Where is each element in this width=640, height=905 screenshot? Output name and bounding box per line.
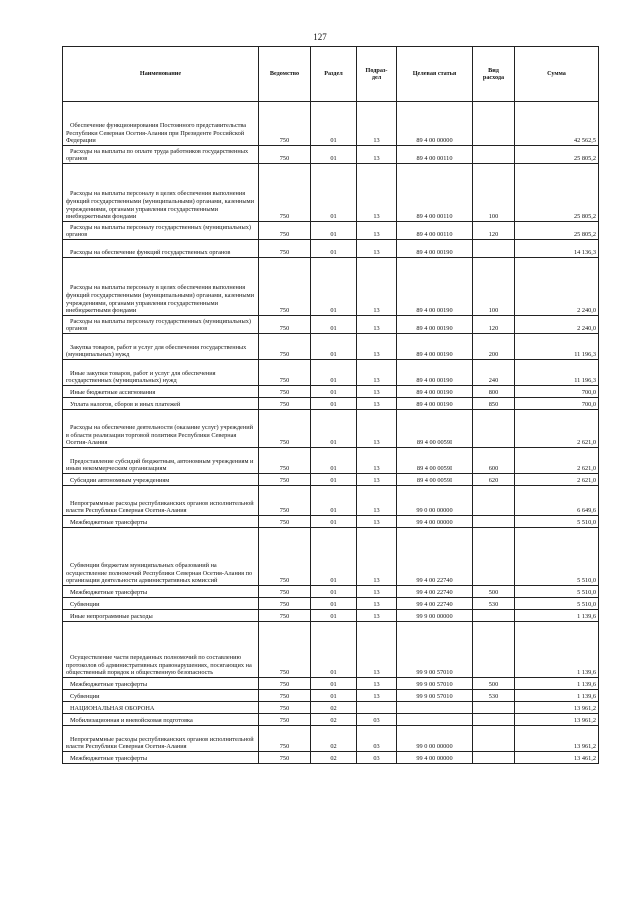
row-target: 99 4 00 22740: [397, 528, 473, 586]
table-row: [63, 258, 599, 316]
row-section: 02: [311, 752, 357, 764]
row-target: 99 4 00 00000: [397, 516, 473, 528]
row-amount: 2 240,0: [515, 258, 599, 316]
row-department: 750: [259, 222, 311, 240]
table-row: [63, 622, 599, 678]
row-subsection: 13: [357, 222, 397, 240]
row-subsection: [357, 702, 397, 714]
row-expense-type: 800: [473, 386, 515, 398]
row-expense-type: 100: [473, 258, 515, 316]
row-target: 89 4 00 00190: [397, 334, 473, 360]
row-target: 99 9 00 00000: [397, 610, 473, 622]
row-name: Субвенции: [63, 598, 259, 610]
row-target: [397, 714, 473, 726]
row-target: [397, 702, 473, 714]
row-department: 750: [259, 486, 311, 516]
row-section: 01: [311, 410, 357, 448]
row-name: Субвенции бюджетам муниципальных образований на осуществление полномочий Республики Северная Осетия-Алания по организации деятельности административных комиссий: [63, 528, 259, 586]
row-target: 99 9 00 57010: [397, 678, 473, 690]
row-subsection: 13: [357, 610, 397, 622]
row-target: 89 4 00 00110: [397, 146, 473, 164]
row-expense-type: 600: [473, 448, 515, 474]
row-subsection: 13: [357, 486, 397, 516]
row-subsection: 13: [357, 586, 397, 598]
row-subsection: 13: [357, 334, 397, 360]
row-expense-type: [473, 146, 515, 164]
table-row: [63, 610, 599, 622]
row-subsection: 13: [357, 598, 397, 610]
row-department: 750: [259, 474, 311, 486]
budget-table: [62, 46, 599, 764]
table-row: [63, 360, 599, 386]
row-subsection: 13: [357, 316, 397, 334]
row-subsection: 13: [357, 690, 397, 702]
row-target: 89 4 00 0059I: [397, 474, 473, 486]
table-row: [63, 690, 599, 702]
page-number: 127: [313, 32, 327, 42]
row-department: 750: [259, 102, 311, 146]
table-row: [63, 334, 599, 360]
row-name: Межбюджетные трансферты: [63, 752, 259, 764]
row-amount: 13 961,2: [515, 726, 599, 752]
row-expense-type: 120: [473, 316, 515, 334]
row-expense-type: 500: [473, 678, 515, 690]
row-name: Иные непрограммные расходы: [63, 610, 259, 622]
table-row: [63, 448, 599, 474]
row-target: 89 4 00 00190: [397, 258, 473, 316]
table-row: [63, 164, 599, 222]
row-section: 01: [311, 516, 357, 528]
row-expense-type: [473, 752, 515, 764]
row-subsection: 13: [357, 678, 397, 690]
row-department: 750: [259, 528, 311, 586]
row-subsection: 03: [357, 726, 397, 752]
row-subsection: 13: [357, 240, 397, 258]
table-row: [63, 240, 599, 258]
row-amount: 2 621,0: [515, 448, 599, 474]
row-amount: 2 240,0: [515, 316, 599, 334]
table-row: [63, 752, 599, 764]
row-name: Расходы на выплаты персоналу в целях обеспечения выполнения функций государственными (муниципальными) органами, казенными учреждениями, органами управления государственными внебюджетными фондами: [63, 258, 259, 316]
row-amount: 2 621,0: [515, 474, 599, 486]
table-row: [63, 678, 599, 690]
row-amount: 25 805,2: [515, 164, 599, 222]
row-section: 01: [311, 598, 357, 610]
row-target: 99 4 00 00000: [397, 752, 473, 764]
table-row: [63, 702, 599, 714]
row-name: Расходы на выплаты персоналу государственных (муниципальных) органов: [63, 222, 259, 240]
row-department: 750: [259, 690, 311, 702]
row-department: 750: [259, 334, 311, 360]
table-row: [63, 486, 599, 516]
row-expense-type: [473, 240, 515, 258]
row-target: 89 4 00 00190: [397, 240, 473, 258]
row-section: 01: [311, 528, 357, 586]
row-section: 01: [311, 610, 357, 622]
row-department: 750: [259, 586, 311, 598]
header-department: Ведомство: [259, 47, 311, 102]
row-name: Расходы на обеспечение функций государственных органов: [63, 240, 259, 258]
row-name: НАЦИОНАЛЬНАЯ ОБОРОНА: [63, 702, 259, 714]
row-subsection: 13: [357, 386, 397, 398]
table-row: [63, 474, 599, 486]
row-name: Непрограммные расходы республиканских органов исполнительной власти Республики Северная Осетия-Алания: [63, 486, 259, 516]
row-department: 750: [259, 714, 311, 726]
row-target: 99 9 00 57010: [397, 622, 473, 678]
row-amount: 700,0: [515, 398, 599, 410]
row-section: 01: [311, 102, 357, 146]
row-target: 99 9 00 57010: [397, 690, 473, 702]
row-department: 750: [259, 598, 311, 610]
table-row: [63, 528, 599, 586]
row-expense-type: [473, 486, 515, 516]
row-amount: 13 961,2: [515, 702, 599, 714]
row-department: 750: [259, 702, 311, 714]
row-subsection: 13: [357, 102, 397, 146]
row-subsection: 13: [357, 258, 397, 316]
row-amount: 11 196,3: [515, 334, 599, 360]
row-target: 99 4 00 22740: [397, 598, 473, 610]
row-department: 750: [259, 516, 311, 528]
row-name: Расходы на выплаты персоналу в целях обеспечения выполнения функций государственными (муниципальными) органами, казенными учреждениями, органами управления государственными внебюджетными фондами: [63, 164, 259, 222]
row-name: Расходы на выплаты персоналу государственных (муниципальных) органов: [63, 316, 259, 334]
row-name: Закупка товаров, работ и услуг для обеспечения государственных (муниципальных) нужд: [63, 334, 259, 360]
table-row: [63, 714, 599, 726]
row-name: Осуществление части переданных полномочий по составлению протоколов об административных правонарушениях, посягающих на общественный порядок и общественную безопасность: [63, 622, 259, 678]
header-target: Целевая статья: [397, 47, 473, 102]
row-name: Уплата налогов, сборов и иных платежей: [63, 398, 259, 410]
row-amount: 1 139,6: [515, 622, 599, 678]
row-section: 01: [311, 316, 357, 334]
row-section: 01: [311, 678, 357, 690]
row-expense-type: [473, 622, 515, 678]
table-row: [63, 386, 599, 398]
row-target: 89 4 00 00000: [397, 102, 473, 146]
row-name: Субсидии автономным учреждениям: [63, 474, 259, 486]
row-department: 750: [259, 410, 311, 448]
row-expense-type: [473, 410, 515, 448]
row-expense-type: 100: [473, 164, 515, 222]
row-target: 89 4 00 00190: [397, 316, 473, 334]
row-section: 01: [311, 360, 357, 386]
row-department: 750: [259, 398, 311, 410]
row-amount: 2 621,0: [515, 410, 599, 448]
row-amount: 25 805,2: [515, 222, 599, 240]
row-name: Обеспечение функционирования Постоянного представительства Республики Северная Осетия-Алания при Президенте Российской Федерации: [63, 102, 259, 146]
row-section: 01: [311, 386, 357, 398]
row-subsection: 13: [357, 360, 397, 386]
row-expense-type: [473, 102, 515, 146]
row-section: 02: [311, 702, 357, 714]
row-expense-type: [473, 528, 515, 586]
row-amount: 11 196,3: [515, 360, 599, 386]
table-row: [63, 102, 599, 146]
row-amount: 13 961,2: [515, 714, 599, 726]
table-row: [63, 398, 599, 410]
row-name: Межбюджетные трансферты: [63, 678, 259, 690]
row-section: 01: [311, 586, 357, 598]
row-amount: 700,0: [515, 386, 599, 398]
table-row: [63, 146, 599, 164]
row-section: 01: [311, 146, 357, 164]
row-department: 750: [259, 258, 311, 316]
row-amount: 6 649,6: [515, 486, 599, 516]
row-expense-type: 850: [473, 398, 515, 410]
row-department: 750: [259, 622, 311, 678]
header-amount: Сумма: [515, 47, 599, 102]
row-section: 01: [311, 240, 357, 258]
row-expense-type: 530: [473, 690, 515, 702]
row-name: Расходы на обеспечение деятельности (оказание услуг) учреждений в области реализации торговой политики Республики Северная Осетия-Алания: [63, 410, 259, 448]
row-department: 750: [259, 752, 311, 764]
row-name: Субвенции: [63, 690, 259, 702]
table-row: [63, 516, 599, 528]
row-name: Непрограммные расходы республиканских органов исполнительной власти Республики Северная Осетия-Алания: [63, 726, 259, 752]
row-amount: 42 562,5: [515, 102, 599, 146]
header-section: Раздел: [311, 47, 357, 102]
table-row: [63, 598, 599, 610]
row-name: Расходы на выплаты по оплате труда работников государственных органов: [63, 146, 259, 164]
row-section: 01: [311, 334, 357, 360]
row-amount: 5 510,0: [515, 598, 599, 610]
row-expense-type: 620: [473, 474, 515, 486]
row-expense-type: 240: [473, 360, 515, 386]
row-subsection: 03: [357, 752, 397, 764]
row-department: 750: [259, 146, 311, 164]
row-department: 750: [259, 240, 311, 258]
row-section: 01: [311, 486, 357, 516]
row-subsection: 13: [357, 146, 397, 164]
row-amount: 1 139,6: [515, 610, 599, 622]
row-target: 89 4 00 0059I: [397, 410, 473, 448]
row-expense-type: 500: [473, 586, 515, 598]
row-department: 750: [259, 610, 311, 622]
row-section: 01: [311, 690, 357, 702]
row-section: 01: [311, 448, 357, 474]
row-expense-type: [473, 516, 515, 528]
row-amount: 25 805,2: [515, 146, 599, 164]
row-target: 89 4 00 0059I: [397, 448, 473, 474]
row-expense-type: [473, 702, 515, 714]
row-subsection: 13: [357, 622, 397, 678]
row-section: 02: [311, 714, 357, 726]
row-name: Межбюджетные трансферты: [63, 516, 259, 528]
row-section: 02: [311, 726, 357, 752]
header-name: Наименование: [63, 47, 259, 102]
row-amount: 5 510,0: [515, 528, 599, 586]
row-amount: 14 136,3: [515, 240, 599, 258]
row-section: 01: [311, 258, 357, 316]
row-department: 750: [259, 386, 311, 398]
row-department: 750: [259, 360, 311, 386]
row-name: Мобилизационная и вневойсковая подготовка: [63, 714, 259, 726]
table-row: [63, 410, 599, 448]
row-expense-type: [473, 610, 515, 622]
table-row: [63, 726, 599, 752]
table-row: [63, 222, 599, 240]
row-target: 99 0 00 00000: [397, 486, 473, 516]
row-target: 89 4 00 00190: [397, 360, 473, 386]
row-target: 89 4 00 00110: [397, 164, 473, 222]
row-expense-type: [473, 726, 515, 752]
header-subsection: Подраз- дел: [357, 47, 397, 102]
row-department: 750: [259, 726, 311, 752]
row-expense-type: 120: [473, 222, 515, 240]
row-expense-type: 530: [473, 598, 515, 610]
row-subsection: 03: [357, 714, 397, 726]
row-amount: 1 139,6: [515, 690, 599, 702]
row-subsection: 13: [357, 164, 397, 222]
table-row: [63, 586, 599, 598]
row-target: 89 4 00 00190: [397, 386, 473, 398]
row-department: 750: [259, 316, 311, 334]
row-amount: 13 461,2: [515, 752, 599, 764]
row-section: 01: [311, 398, 357, 410]
row-section: 01: [311, 474, 357, 486]
row-name: Иные бюджетные ассигнования: [63, 386, 259, 398]
table-header-row: [63, 47, 599, 102]
row-expense-type: 200: [473, 334, 515, 360]
row-subsection: 13: [357, 448, 397, 474]
row-subsection: 13: [357, 398, 397, 410]
row-section: 01: [311, 622, 357, 678]
table-row: [63, 316, 599, 334]
row-amount: 5 510,0: [515, 586, 599, 598]
row-name: Иные закупки товаров, работ и услуг для обеспечения государственных (муниципальных) нужд: [63, 360, 259, 386]
row-target: 99 4 00 22740: [397, 586, 473, 598]
row-section: 01: [311, 164, 357, 222]
row-target: 89 4 00 00190: [397, 398, 473, 410]
row-amount: 5 510,0: [515, 516, 599, 528]
row-subsection: 13: [357, 516, 397, 528]
row-expense-type: [473, 714, 515, 726]
row-name: Предоставление субсидий бюджетным, автономным учреждениям и иным некоммерческим организациям: [63, 448, 259, 474]
row-subsection: 13: [357, 528, 397, 586]
row-section: 01: [311, 222, 357, 240]
row-target: 99 0 00 00000: [397, 726, 473, 752]
row-name: Межбюджетные трансферты: [63, 586, 259, 598]
header-expense-type: Вид расхода: [473, 47, 515, 102]
row-target: 89 4 00 00110: [397, 222, 473, 240]
row-subsection: 13: [357, 474, 397, 486]
row-subsection: 13: [357, 410, 397, 448]
row-department: 750: [259, 678, 311, 690]
row-amount: 1 139,6: [515, 678, 599, 690]
row-department: 750: [259, 448, 311, 474]
row-department: 750: [259, 164, 311, 222]
